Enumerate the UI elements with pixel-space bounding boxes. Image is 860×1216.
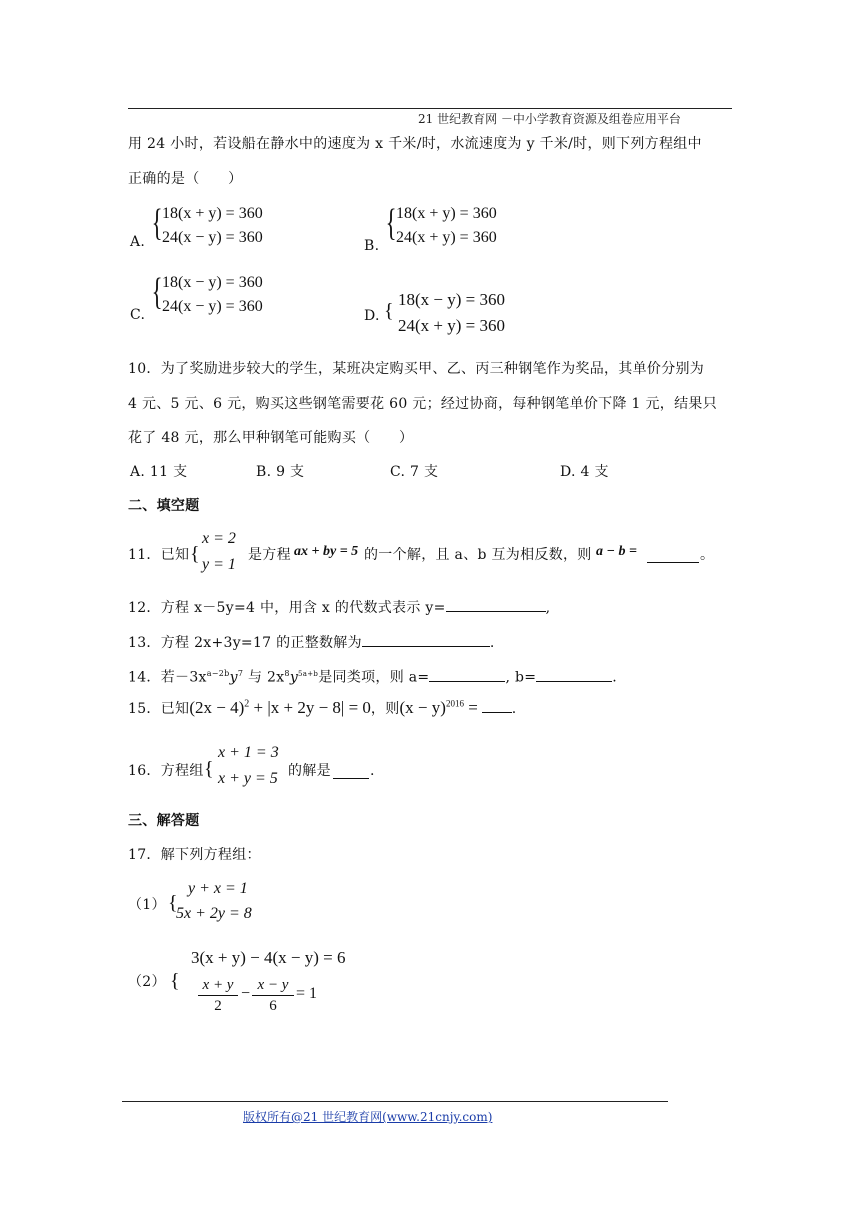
fraction — [252, 976, 294, 1015]
fraction — [198, 976, 238, 1015]
q13-end: . — [489, 635, 495, 651]
q14-mid: 是同类项，则 a= — [318, 669, 430, 686]
q16-tail: 的解是 — [288, 763, 331, 779]
equation: 18(x − y) = 360 — [162, 274, 263, 291]
q14-end: . — [612, 669, 618, 686]
numerator: x + y — [202, 977, 234, 993]
q13-text: 13．方程 2x+3y=17 的正整数解为 — [128, 635, 362, 651]
option-label: A. — [130, 234, 146, 250]
fraction-bar — [198, 995, 238, 996]
q11-end: 。 — [700, 547, 715, 563]
footer-rule — [122, 1101, 668, 1102]
q15-expr: + |x + 2y − 8| = 0 — [249, 698, 371, 717]
denominator: 6 — [269, 998, 277, 1014]
q11-expression: ax + by = 5 — [294, 544, 359, 559]
q10-line2: 4 元、5 元、6 元，购买这些钢笔需要花 60 元；经过协商，每种钢笔单价下降 1 元，结果只 — [128, 396, 717, 412]
q15-expr: (2x − 4) — [189, 698, 245, 717]
q14-mid: , b= — [505, 669, 537, 686]
q9-line2: 正确的是（ ） — [128, 171, 243, 187]
equation: y + x = 1 — [188, 880, 248, 897]
equation: 3(x + y) − 4(x − y) = 6 — [191, 948, 346, 967]
q17-text: 17．解下列方程组： — [128, 847, 261, 863]
answer-blank[interactable] — [429, 667, 505, 682]
q11 — [128, 530, 738, 580]
section-title-solve: 三、解答题 — [128, 813, 200, 829]
equation: 24(x + y) = 360 — [398, 316, 505, 335]
q14 — [128, 665, 617, 687]
q15 — [128, 698, 517, 728]
superscript: 8 — [284, 669, 290, 678]
q11-tail-text: 的一个解，且 a、b 互为相反数，则 — [364, 547, 592, 563]
answer-blank[interactable] — [333, 764, 369, 779]
equation: 18(x + y) = 360 — [396, 205, 497, 222]
q10-line1: 10．为了奖励进步较大的学生，某班决定购买甲、乙、丙三种钢笔作为奖品，其单价分别为 — [128, 361, 705, 377]
q11-number: 11．已知 — [128, 547, 190, 563]
option-label: C. — [130, 307, 146, 323]
brace-icon: { — [190, 543, 200, 565]
minus-sign: − — [241, 985, 251, 1002]
q12 — [128, 597, 550, 617]
q15-expr: (x − y) — [399, 698, 446, 717]
answer-blank[interactable] — [536, 667, 612, 682]
part-label: （1） — [128, 897, 166, 913]
equation-rhs: = 1 — [296, 985, 318, 1002]
brace-icon: { — [151, 202, 163, 244]
q14-var: y — [289, 669, 299, 686]
superscript: 5a+b — [298, 670, 319, 678]
header-site-text: 21 世纪教育网 －中小学教育资源及组卷应用平台 — [418, 112, 681, 126]
equation: 24(x − y) = 360 — [162, 298, 263, 315]
q9-line1: 用 24 小时，若设船在静水中的速度为 x 千米/时，水流速度为 y 千米/时，则下列方程组中 — [128, 136, 702, 152]
equation: x = 2 — [202, 530, 236, 547]
q10-option-d: D. 4 支 — [560, 464, 609, 480]
brace-icon: { — [204, 758, 214, 780]
superscript: 2 — [244, 698, 250, 710]
q14-mid: 与 2x — [243, 669, 285, 686]
superscript: 7 — [237, 669, 244, 678]
brace-icon: { — [384, 300, 394, 322]
equation: 24(x + y) = 360 — [396, 229, 497, 246]
equation: y = 1 — [202, 556, 236, 573]
superscript: 2016 — [445, 698, 464, 709]
equation: x + 1 = 3 — [218, 744, 279, 761]
superscript: a−2b — [206, 669, 230, 678]
brace-icon: { — [385, 202, 397, 244]
q10-option-b: B. 9 支 — [256, 464, 305, 480]
equation: 18(x − y) = 360 — [398, 290, 505, 309]
answer-blank[interactable] — [647, 548, 699, 563]
q16 — [128, 744, 528, 794]
q15-pre: 15．已知 — [128, 701, 190, 717]
q15-end: . — [511, 701, 517, 717]
q10-line3: 花了 48 元，那么甲种钢笔可能购买（ ） — [128, 430, 414, 446]
q12-end: , — [545, 600, 551, 616]
part-label: （2） — [128, 974, 166, 990]
answer-blank[interactable] — [446, 597, 546, 612]
q11-expression-2: a − b = — [596, 544, 637, 559]
q15-mid: ，则 — [370, 701, 400, 717]
brace-icon: { — [170, 970, 180, 992]
option-label: D. — [364, 308, 380, 324]
brace-icon: { — [168, 892, 178, 914]
denominator: 2 — [214, 998, 222, 1014]
q10-option-c: C. 7 支 — [390, 464, 439, 480]
section-title-fill-blank: 二、填空题 — [128, 498, 200, 514]
q14-pre: 14．若－3x — [128, 669, 207, 686]
footer-copyright-link[interactable]: 版权所有@21 世纪教育网(www.21cnjy.com) — [243, 1110, 493, 1124]
equation: x + y = 5 — [218, 770, 278, 787]
q11-mid-text: 是方程 — [248, 547, 291, 563]
q16-pre: 16．方程组 — [128, 763, 204, 779]
fraction-bar — [252, 995, 294, 996]
q17-part2 — [128, 946, 528, 1026]
equation: 5x + 2y = 8 — [176, 905, 252, 922]
option-label: B. — [364, 238, 380, 254]
q16-end: . — [370, 763, 375, 779]
answer-blank[interactable] — [362, 632, 490, 647]
q10-option-a: A. 11 支 — [130, 464, 188, 480]
q15-expr: = — [463, 698, 478, 717]
equation: 24(x − y) = 360 — [162, 229, 263, 246]
header-rule — [128, 108, 732, 109]
numerator: x − y — [257, 977, 289, 993]
answer-blank[interactable] — [482, 698, 512, 713]
equation: 18(x + y) = 360 — [162, 205, 263, 222]
q14-var: y — [229, 669, 238, 686]
brace-icon: { — [151, 271, 163, 313]
q17-part1 — [128, 880, 428, 930]
q13 — [128, 632, 495, 652]
q12-text: 12．方程 x－5y=4 中，用含 x 的代数式表示 y= — [128, 600, 446, 616]
